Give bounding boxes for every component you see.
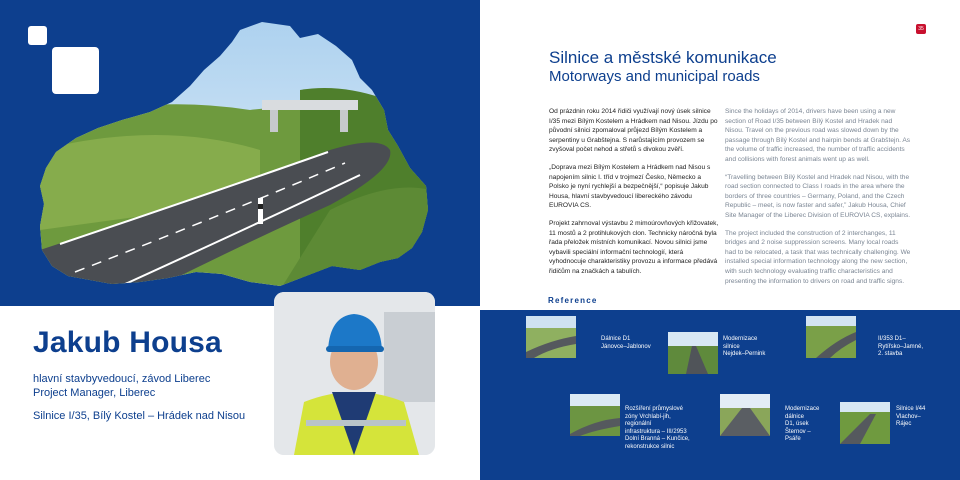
reference-caption: Modernizace dálnice D1, úsek Šternov – Psáře (785, 406, 820, 443)
reference-heading: Reference (548, 296, 598, 305)
paragraph: Od prázdnin roku 2014 řidiči využívají nový úsek silnice I/35 mezi Bílým Kostelem a Hrádkem nad Nisou. Jízdu po původní silnici zpomaloval průjezd Bílým Kostelem a serpentiny u Grabštejna. S narůstajícím provozem se zvyšoval počet nehod a střetů s divokou zvěří. (549, 108, 718, 154)
body-text-cz (549, 107, 719, 285)
project-road-name: Silnice I/35, Bílý Kostel – Hrádek nad Nisou (33, 410, 246, 422)
section-title-cz: Silnice a městské komunikace (549, 48, 777, 67)
person-role-cz: hlavní stavbyvedoucí, závod Liberec (33, 373, 211, 385)
reference-band (480, 310, 960, 480)
paragraph: Since the holidays of 2014, drivers have been using a new section of Road I/35 between Bílý Kostel and Hradek nad Nisou. Travel on the previous road was slowed down by the passage through Bílý Kostel and hairpin bends at Grabštejn. As the volume of traffic increased, the number of traffic accidents and collisions with forest animals went up as well. (725, 108, 911, 163)
reference-caption: Dálnice D1 Jánovce–Jablonov (601, 336, 651, 350)
reference-caption: Rozšíření průmyslové zóny Vrchlabí-jih, regionální infrastruktura – III/2953 Dolní Branná – Kunčice, rekonstrukce silnic (625, 406, 690, 450)
body-text-en (725, 107, 911, 294)
reference-photo (668, 332, 718, 374)
reference-photo (526, 316, 576, 358)
reference-photo (720, 394, 770, 436)
person-name: Jakub Housa (33, 326, 222, 359)
section-title-en: Motorways and municipal roads (549, 68, 760, 85)
reference-photo (570, 394, 620, 436)
reference-photo (806, 316, 856, 358)
reference-caption: II/353 D1– Rytířsko–Jamné, 2. stavba (878, 336, 924, 358)
reference-photo (840, 402, 890, 444)
road-photo-in-map-shape (0, 0, 480, 306)
portrait-photo (274, 292, 435, 455)
paragraph: “Travelling between Bílý Kostel and Hradek nad Nisou, with the road section connected to Class I roads in the area where the borders of three countries – Germany, Poland, and the Czech Republic – meet, is now faster and safer,” Jakub Housa, Chief Site Manager of the Liberec Division of EUROVIA CS, explains. (725, 173, 911, 219)
person-role-en: Project Manager, Liberec (33, 387, 156, 399)
paragraph: The project included the construction of 2 interchanges, 11 bridges and 2 noise suppression screens. Many local roads had to be relocated, a task that was technically challenging. We installed special information technology along the new section, with such technology evaluating traffic characteristics and presenting the information to drivers on road and traffic signs. (725, 229, 911, 285)
reference-caption: Silnice I/44 Vlachov– Rájec (896, 406, 926, 428)
page-number-badge: 35 (916, 24, 926, 34)
paragraph: Projekt zahrnoval výstavbu 2 mimoúrovňových křižovatek, 11 mostů a 2 protihlukových clon. Technicky náročná byla řada přeložek místních komunikací. Novou silnici jsme vybavili speciální informační technologií, která vyhodnocuje charakteristiky provozu a informace předává řidičům na značkách a tabulích. (549, 219, 719, 275)
paragraph: „Doprava mezi Bílým Kostelem a Hrádkem nad Nisou s napojením silnic I. tříd v trojmezí Česko, Německo a Polsko je nyní rychlejší a bezpečnější,“ popisuje Jakub Housa, hlavní stavbyvedoucí libereckého závodu EUROVIA CS. (549, 163, 711, 210)
reference-caption: Modernizace silnice Nejdek–Pernink (723, 336, 766, 358)
